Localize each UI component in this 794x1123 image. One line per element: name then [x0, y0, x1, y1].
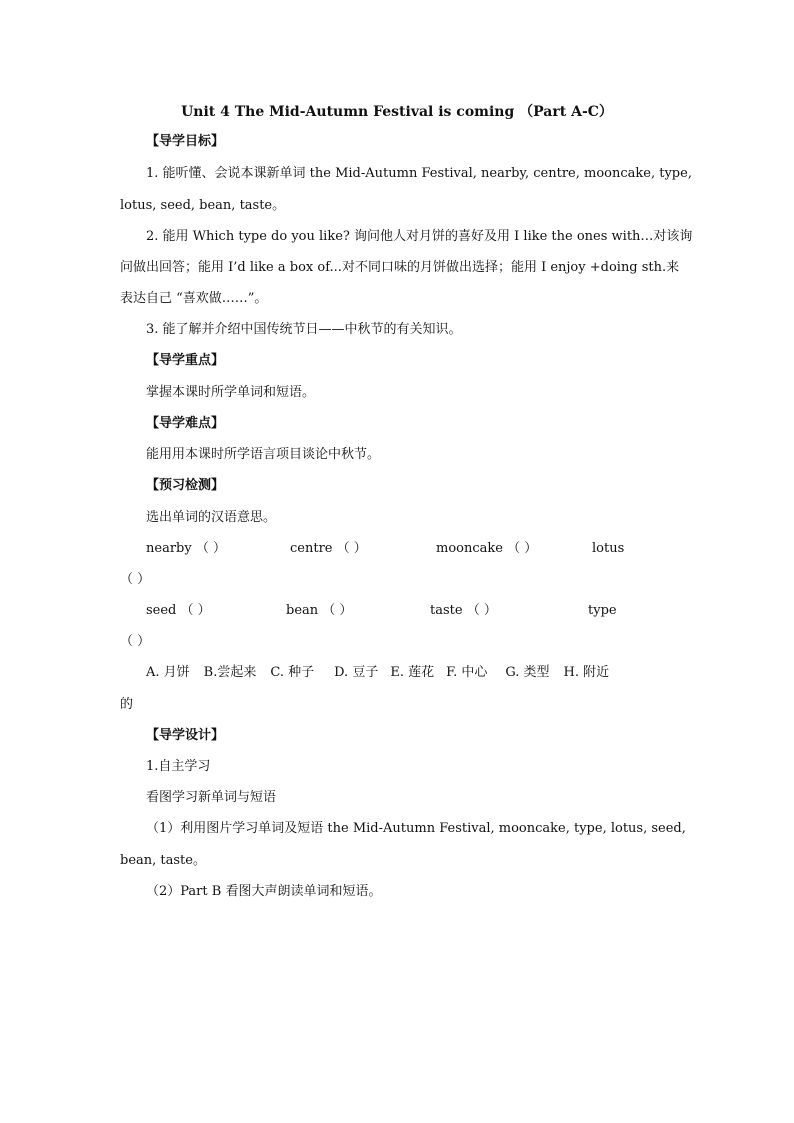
goal-1-line-1: 1. 能听懂、会说本课新单词 the Mid-Autumn Festival, nearby, centre, mooncake, type,: [146, 166, 692, 181]
option-e: E. 莲花: [390, 665, 435, 680]
option-h-tail: 的: [120, 697, 134, 712]
word-nearby: nearby （ ）: [146, 541, 226, 556]
key-points-heading: 【导学重点】: [146, 353, 225, 368]
difficulties-text: 能用用本课时所学语言项目谈论中秋节。: [146, 447, 381, 462]
word-seed: seed （ ）: [146, 603, 211, 618]
option-a: A. 月饼: [146, 665, 190, 680]
goal-3: 3. 能了解并介绍中国传统节日——中秋节的有关知识。: [146, 322, 462, 337]
goal-1-line-2: lotus, seed, bean, taste。: [120, 198, 286, 213]
design-step-1: 1.自主学习: [146, 759, 211, 774]
design-part-2: （2）Part B 看图大声朗读单词和短语。: [146, 884, 382, 899]
key-points-text: 掌握本课时所学单词和短语。: [146, 385, 316, 400]
goal-2-line-3: 表达自己 “喜欢做……”。: [120, 291, 268, 306]
preview-instruction: 选出单词的汉语意思。: [146, 510, 277, 525]
word-taste: taste （ ）: [430, 603, 497, 618]
word-centre: centre （ ）: [290, 541, 367, 556]
word-lotus: lotus: [592, 541, 625, 556]
design-part-1-line-2: bean, taste。: [120, 853, 206, 868]
preview-heading: 【预习检测】: [146, 478, 225, 493]
design-heading: 【导学设计】: [146, 728, 225, 743]
page-title: Unit 4 The Mid-Autumn Festival is coming （Part A-C）: [181, 104, 613, 120]
option-d: D. 豆子: [334, 665, 379, 680]
word-type-blank: （ ）: [120, 634, 151, 649]
option-b: B.尝起来: [203, 665, 257, 680]
option-f: F. 中心: [446, 665, 488, 680]
word-bean: bean （ ）: [286, 603, 353, 618]
option-g: G. 类型: [505, 665, 550, 680]
option-h: H. 附近: [563, 665, 610, 680]
word-type: type: [588, 603, 617, 618]
goal-2-line-1: 2. 能用 Which type do you like? 询问他人对月饼的喜好及用 I like the ones with…对该询: [146, 229, 693, 244]
goal-2-line-2: 问做出回答；能用 I’d like a box of...对不同口味的月饼做出选择；能用 I enjoy +doing sth.来: [120, 260, 680, 275]
design-step-1-sub: 看图学习新单词与短语: [146, 790, 277, 805]
word-lotus-blank: （ ）: [120, 572, 151, 587]
goals-heading: 【导学目标】: [146, 134, 225, 149]
difficulties-heading: 【导学难点】: [146, 416, 225, 431]
design-part-1-line-1: （1）利用图片学习单词及短语 the Mid-Autumn Festival, mooncake, type, lotus, seed,: [146, 821, 686, 836]
option-c: C. 种子: [270, 665, 315, 680]
word-mooncake: mooncake （ ）: [436, 541, 538, 556]
answer-options: [146, 665, 609, 681]
